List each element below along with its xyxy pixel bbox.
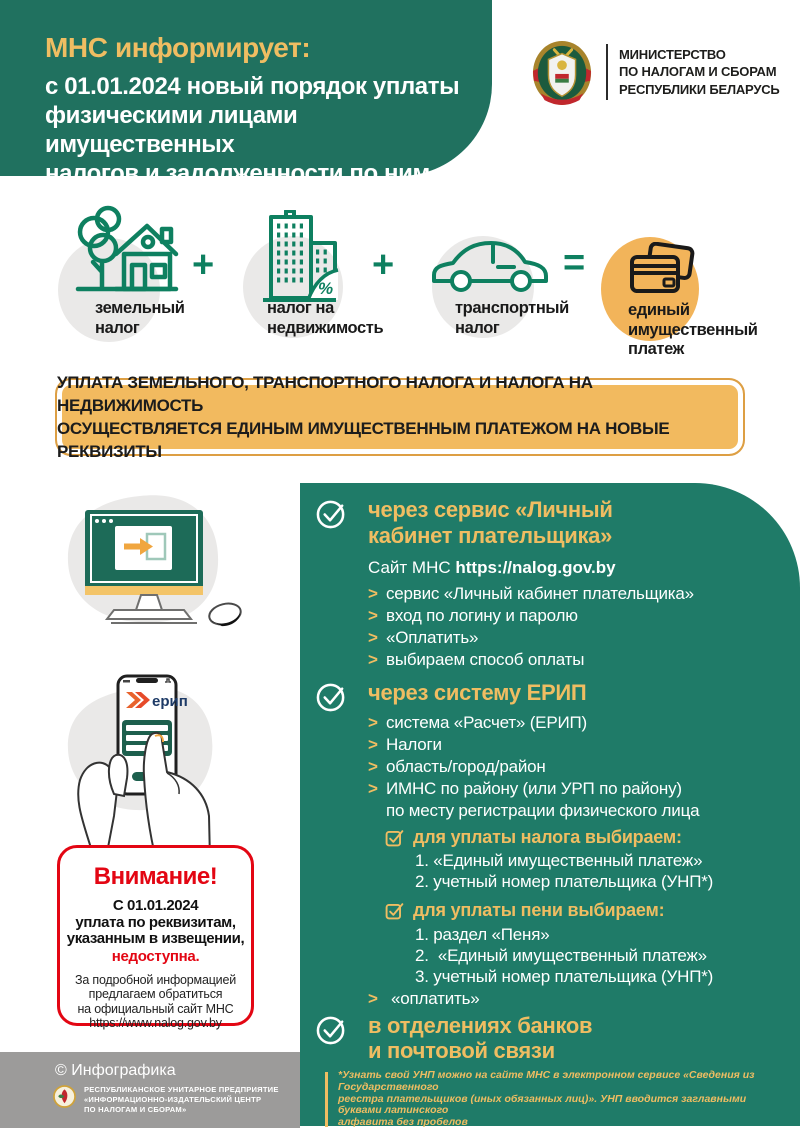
footnote-bar [325,1072,328,1127]
list-item: > вход по логину и паролю [368,606,578,625]
erip-final-step [368,988,770,1010]
tax-payment-items [415,850,770,892]
list-item: > ИМНС по району (или УРП по району) по месту регистрации физического лица [368,779,700,820]
arrow-bullet-icon: > [368,584,378,603]
list-item: > «оплатить» [368,989,480,1008]
attention-unavailable-text: недоступна. [111,947,200,965]
section-erip: через систему ЕРИП > система «Расчет» (ЕРИП) > Налоги > область/город/район > ИМНС по району (или УРП по району) по месту регистрации физического лица для уплаты налога выбираем: 1. «Единый имущественный платеж» 2. учетный номер плательщика (УНП*) для уплаты пени выбираем: 1. раздел «Пеня» 2. «Единый имущественный платеж» 3. учетный номер плательщика (УНП*) > «оплатить» [368,680,770,1010]
infographic-credit: © Инфографика [55,1062,176,1079]
list-item: > система «Расчет» (ЕРИП) [368,713,587,732]
tax-label: земельный налог [95,299,185,337]
subheading-tax-payment: для уплаты налога выбираем: [385,826,770,848]
header-panel [0,0,492,187]
arrow-bullet-icon: > [368,650,378,669]
tax-label: налог на недвижимость [267,299,384,337]
footer [0,1052,300,1128]
vertical-divider [606,44,608,100]
checkbox-icon [385,901,404,920]
phone-illustration [48,666,253,861]
building-icon [256,210,342,304]
bank-cards-icon [627,242,697,302]
arrow-bullet-icon: > [368,713,378,732]
house-tree-icon [72,202,180,296]
subtitle-line: налогов и задолженности по ним [45,160,430,187]
arrow-bullet-icon: > [368,989,378,1008]
list-item: > выбираем способ оплаты [368,650,585,669]
list-item: > «Оплатить» [368,628,479,647]
check-circle-icon [316,1014,347,1045]
highlight-banner: УПЛАТА ЗЕМЕЛЬНОГО, ТРАНСПОРТНОГО НАЛОГА И НАЛОГА НА НЕДВИЖИМОСТЬ ОСУЩЕСТВЛЯЕТСЯ ЕДИНЫМ ИМУЩЕСТВЕННЫМ ПЛАТЕЖОМ НА НОВЫЕ РЕКВИЗИТЫ [55,378,745,456]
header-subtitle [45,72,492,188]
nalog-url: https://nalog.gov.by [455,558,616,577]
plus-sign: + [372,244,395,286]
ministry-emblem-icon [531,38,593,106]
publisher-logo-icon [53,1085,76,1108]
personal-account-steps [368,583,770,671]
list-item: 1. раздел «Пеня» [415,925,550,944]
subtitle-line: с 01.01.2024 новый порядок уплаты [45,73,460,100]
mns-site-line: Сайт МНС https://nalog.gov.by [368,558,616,577]
list-item: 1. «Единый имущественный платеж» [415,851,703,870]
subheading-penalty-payment: для уплаты пени выбираем: [385,899,770,921]
car-icon [428,226,552,294]
section-personal-account: через сервис «Личный кабинет плательщика» Сайт МНС https://nalog.gov.by > сервис «Личный кабинет плательщика» > вход по логину и паролю > «Оплатить» > выбираем способ оплаты [368,497,770,671]
checkbox-icon [385,828,404,847]
list-item: 2. учетный номер плательщика (УНП*) [415,872,714,891]
erip-steps [368,712,770,822]
equals-sign: = [563,242,586,284]
section-banks-post: в отделениях банков и почтовой связи [368,1013,770,1063]
ministry-name: МИНИСТЕРСТВО ПО НАЛОГАМ И СБОРАМ РЕСПУБЛИКИ БЕЛАРУСЬ [619,46,780,97]
list-item: 2. «Единый имущественный платеж» [415,946,707,965]
attention-info: За подробной информацией предлагаем обратиться на официальный сайт МНС https://www.nalog.gov.by [60,973,251,1031]
check-circle-icon [316,498,347,529]
penalty-payment-items [415,924,770,987]
publisher-name: РЕСПУБЛИКАНСКОЕ УНИТАРНОЕ ПРЕДПРИЯТИЕ «ИНФОРМАЦИОННО-ИЗДАТЕЛЬСКИЙ ЦЕНТР ПО НАЛОГАМ И СБОРАМ» [84,1085,279,1114]
ministry-brand [531,38,780,106]
tax-label: транспортный налог [455,299,569,337]
list-item: > область/город/район [368,757,546,776]
payment-methods-panel [300,483,800,1129]
arrow-bullet-icon: > [368,779,378,798]
arrow-bullet-icon: > [368,606,378,625]
plus-sign: + [192,244,215,286]
page-title: МНС информирует: [45,32,311,63]
check-circle-icon [316,681,347,712]
svg-text:%: % [318,279,334,298]
computer-illustration [52,486,257,636]
erip-logo-text: ерип [152,693,188,710]
attention-title: Внимание! [93,863,218,890]
tax-label: единый имущественный платеж [628,301,758,358]
list-item: > сервис «Личный кабинет плательщика» [368,584,694,603]
arrow-bullet-icon: > [368,757,378,776]
unp-footnote: *Узнать свой УНП можно на сайте МНС в электронном сервисе «Сведения из Государственного реестра плательщиков (иных обязанных лиц)». УНП вводится заглавными буквами латинского алфавита без пробелов [325,1070,770,1129]
attention-box: Внимание! С 01.01.2024 уплата по реквизитам, указанным в извещении, недоступна. За подробной информацией предлагаем обратиться на официальный сайт МНС https://www.nalog.gov.by [57,845,254,1026]
arrow-bullet-icon: > [368,735,378,754]
list-item: 3. учетный номер плательщика (УНП*) [415,967,714,986]
arrow-bullet-icon: > [368,628,378,647]
list-item: > Налоги [368,735,442,754]
mns-site-url: https://www.nalog.gov.by [89,1016,222,1030]
subtitle-line: физическими лицами имущественных [45,102,298,158]
